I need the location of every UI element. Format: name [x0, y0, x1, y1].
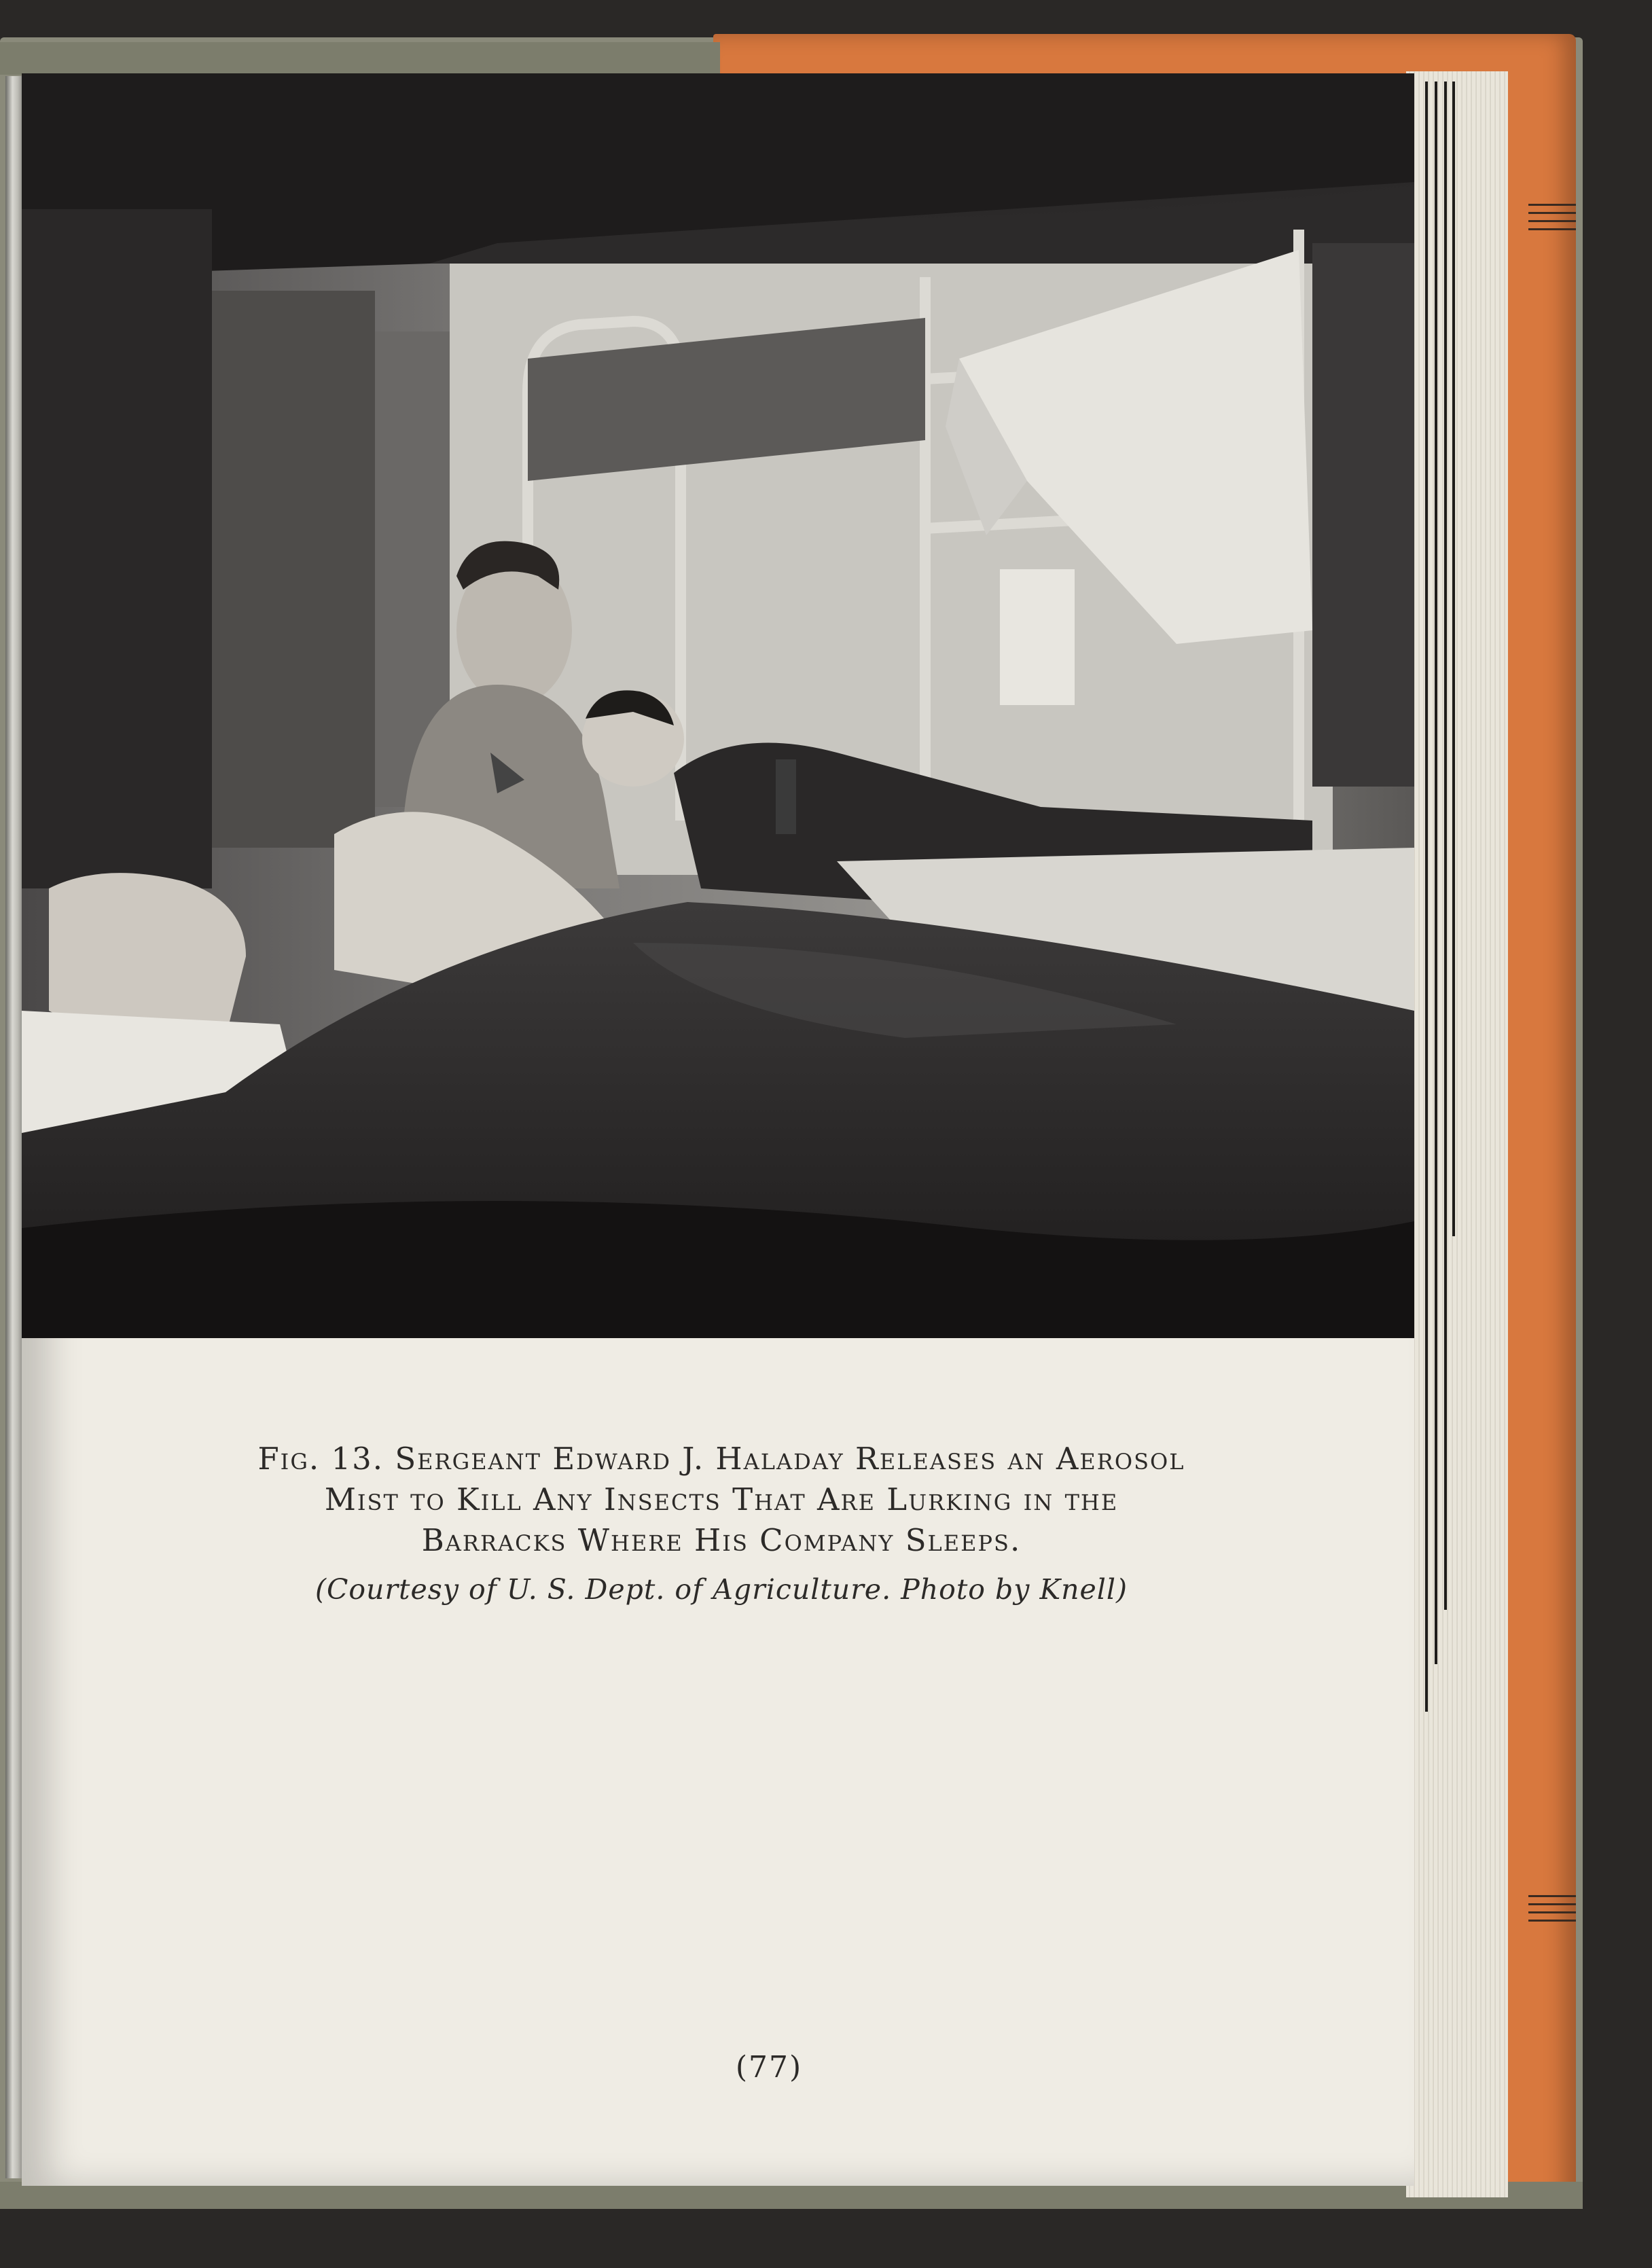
figure-caption — [158, 1439, 1285, 1608]
page-edge-line — [1452, 82, 1455, 1236]
cloth-binding-bottom — [0, 2182, 1583, 2209]
cloth-binding-top — [0, 42, 720, 75]
book-page — [22, 73, 1414, 2186]
caption-line-2: Mist to Kill Any Insects That Are Lurking in the — [324, 1481, 1119, 1517]
page-stack-edges — [1406, 71, 1508, 2197]
spine-decoration-top — [1528, 204, 1576, 236]
page-number: (77) — [735, 2050, 803, 2085]
caption-line-1: Fig. 13. Sergeant Edward J. Haladay Releases an Aerosol — [257, 1441, 1185, 1477]
page-edge-line — [1444, 82, 1447, 1610]
photo-illustration — [22, 73, 1414, 1338]
photo-credit: (Courtesy of U. S. Dept. of Agriculture. Photo by Knell) — [315, 1573, 1128, 1606]
caption-line-3: Barracks Where His Company Sleeps. — [421, 1522, 1022, 1558]
page-edge-line — [1425, 82, 1428, 1712]
barracks-photograph — [22, 73, 1414, 1338]
spine-decoration-bottom — [1528, 1895, 1576, 1928]
facing-page-edge — [5, 76, 23, 2178]
page-edge-line — [1435, 82, 1437, 1664]
